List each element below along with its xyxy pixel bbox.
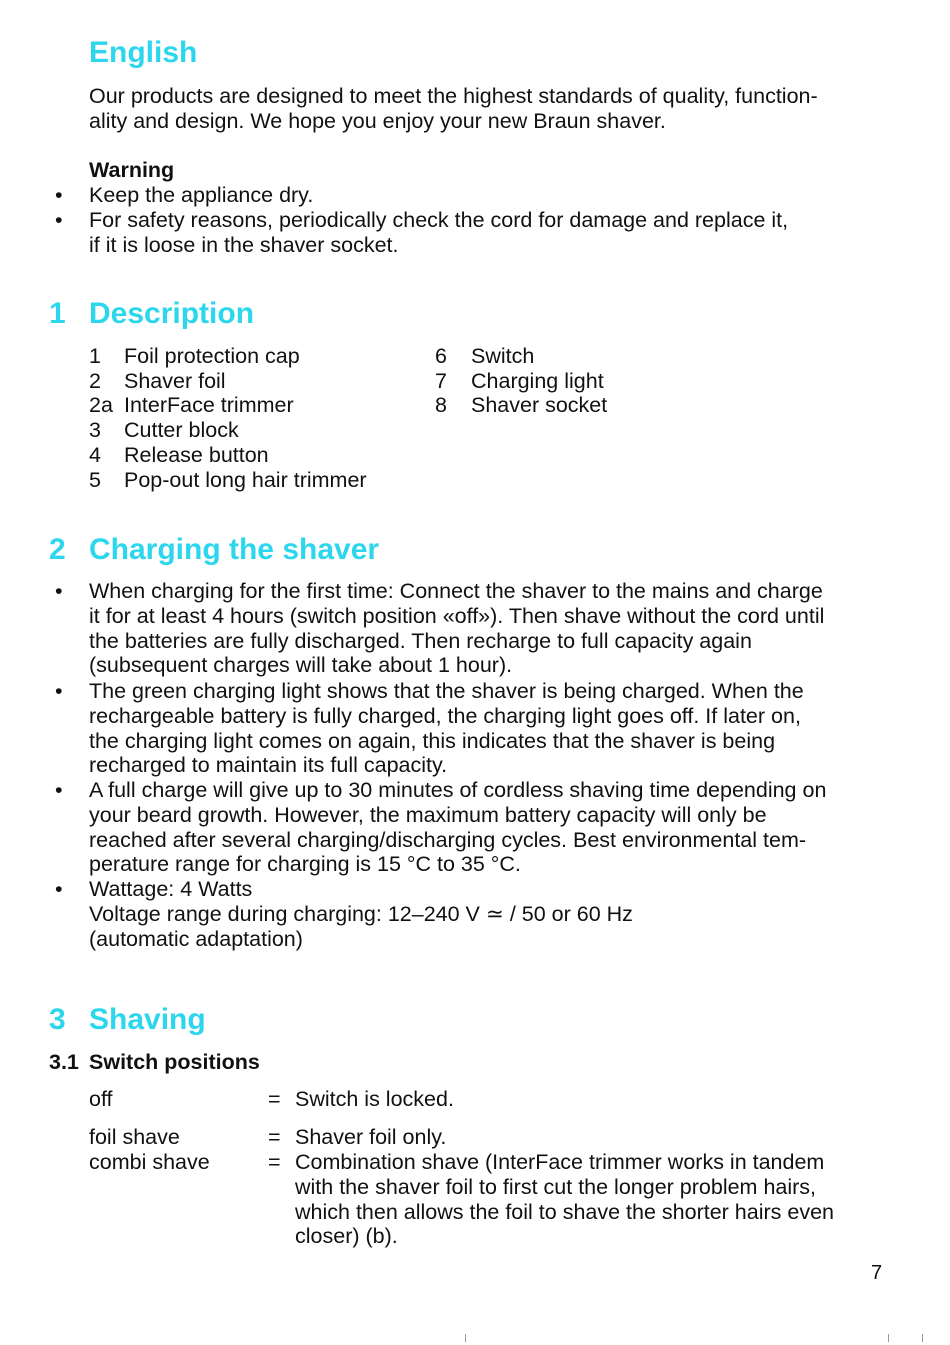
charging-line: (automatic adaptation) [89,926,303,951]
position-description [295,1087,454,1112]
position-description [295,1125,446,1150]
charging-line: recharged to maintain its full capacity. [89,753,448,778]
bullet-dot: • [55,183,63,207]
charging-line: it for at least 4 hours (switch position «off»). Then shave without the cord until [89,603,825,628]
part-label: Charging light [471,369,604,393]
charging-line: the batteries are fully discharged. Then recharge to full capacity again [89,628,752,653]
part-label: Switch [471,344,535,368]
section-title: Shaving [89,1003,206,1036]
part-label: Shaver socket [471,393,608,417]
warning-item [89,183,313,208]
charging-line: the charging light comes on again, this indicates that the shaver is being [89,728,776,753]
position-line: which then allows the foil to shave the shorter hairs even [295,1199,834,1224]
charging-line: Wattage: 4 Watts [89,877,253,901]
charging-line: reached after several charging/discharging cycles. Best environmental tem- [89,827,807,852]
charging-line: perature range for charging is 15 °C to 35 °C. [89,852,521,877]
bullet-dot: • [55,208,63,232]
part-label: Shaver foil [124,369,226,393]
section-title: Description [89,297,255,330]
position-line: Shaver foil only. [295,1125,447,1149]
position-description [295,1150,834,1249]
part-number: 2a [89,393,113,417]
crop-mark [465,1334,466,1342]
position-name: off [89,1087,113,1111]
charging-line: your beard growth. However, the maximum battery capacity will only be [89,802,767,827]
warning-item [89,208,788,258]
page-number: 7 [871,1262,883,1284]
part-number: 1 [89,344,101,368]
warning-title: Warning [89,158,175,182]
warning-line: if it is loose in the shaver socket. [89,232,399,257]
equals-sign: = [268,1125,281,1149]
position-line: with the shaver foil to first cut the longer problem hairs, [295,1174,817,1199]
part-number: 4 [89,443,101,467]
position-line: closer) (b). [295,1224,398,1249]
part-label: InterFace trimmer [124,393,294,417]
part-number: 2 [89,369,101,393]
section-number: 3 [49,1003,66,1036]
warning-line: Keep the appliance dry. [89,183,314,207]
charging-item [89,679,804,778]
part-label: Foil protection cap [124,344,300,368]
section-number: 2 [49,533,66,566]
english-heading: English [89,36,198,69]
description-heading [49,297,349,331]
intro-line: ality and design. We hope you enjoy your new Braun shaver. [89,108,666,133]
part-label: Release button [124,443,269,467]
bullet-dot: • [55,579,63,603]
position-line: Switch is locked. [295,1087,454,1111]
bullet-dot: • [55,778,63,802]
section-number: 1 [49,297,66,330]
intro-line: Our products are designed to meet the highest standards of quality, function- [89,84,818,108]
part-label: Cutter block [124,418,239,442]
charging-line: Voltage range during charging: 12–240 V ≃ / 50 or 60 Hz [89,901,633,926]
shaving-heading [49,1003,349,1037]
charging-line: When charging for the first time: Connect the shaver to the mains and charge [89,579,823,603]
charging-line: (subsequent charges will take about 1 hour). [89,653,513,678]
subsection-heading: Switch positions [89,1050,260,1074]
position-line: Combination shave (InterFace trimmer works in tandem [295,1150,825,1174]
part-number: 3 [89,418,101,442]
charging-item [89,579,824,678]
charging-item [89,778,826,877]
charging-line: A full charge will give up to 30 minutes of cordless shaving time depending on [89,778,827,802]
charging-item [89,877,633,951]
bullet-dot: • [55,877,63,901]
part-label: Pop-out long hair trimmer [124,468,367,492]
charging-heading [49,533,449,567]
crop-mark [922,1334,923,1342]
part-number: 8 [435,393,447,417]
equals-sign: = [268,1150,281,1174]
part-number: 5 [89,468,101,492]
warning-line: For safety reasons, periodically check the cord for damage and replace it, [89,208,789,232]
section-title: Charging the shaver [89,533,380,566]
position-name: combi shave [89,1150,210,1174]
intro-paragraph [89,84,818,134]
bullet-dot: • [55,679,63,703]
crop-mark [888,1334,889,1342]
part-number: 7 [435,369,447,393]
subsection-number: 3.1 [49,1050,79,1074]
position-name: foil shave [89,1125,180,1149]
equals-sign: = [268,1087,281,1111]
charging-line: The green charging light shows that the shaver is being charged. When the [89,679,804,703]
charging-line: rechargeable battery is fully charged, the charging light goes off. If later on, [89,703,801,728]
part-number: 6 [435,344,447,368]
